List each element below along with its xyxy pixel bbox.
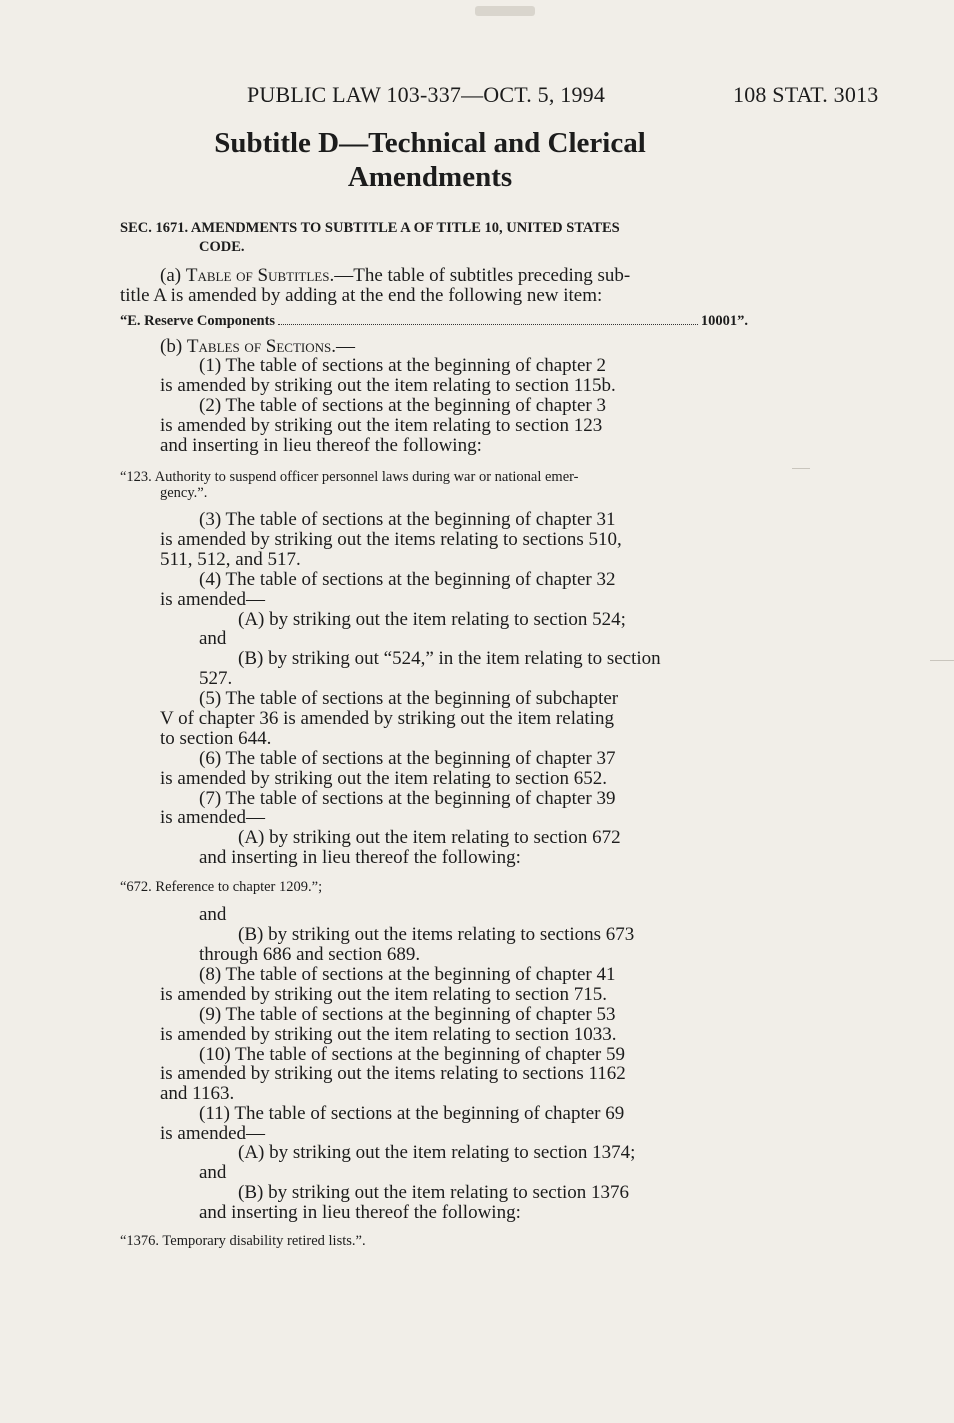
para-b-title: Tables of Sections. bbox=[186, 336, 337, 357]
para-7-line-2: is amended— bbox=[160, 807, 266, 828]
para-11B-line-1: (B) by striking out the item relating to section 1376 bbox=[238, 1182, 630, 1203]
para-3-line-3: 511, 512, and 517. bbox=[160, 549, 301, 570]
para-9-line-2: is amended by striking out the item relating to section 1033. bbox=[160, 1024, 617, 1045]
para-7B-line-2: through 686 and section 689. bbox=[199, 944, 421, 965]
para-11-line-2: is amended— bbox=[160, 1123, 266, 1144]
and-connector: and bbox=[199, 904, 227, 925]
para-1-line-1: (1) The table of sections at the beginning of chapter 2 bbox=[199, 355, 606, 376]
section-heading-line-2: CODE. bbox=[199, 239, 245, 255]
para-4A-line-1: (A) by striking out the item relating to section 524; bbox=[238, 609, 626, 630]
para-10-line-2: is amended by striking out the items relating to sections 1162 bbox=[160, 1063, 626, 1084]
quoted-item-672: “672. Reference to chapter 1209.”; bbox=[120, 879, 323, 895]
margin-mark bbox=[792, 468, 810, 469]
para-3-line-2: is amended by striking out the items relating to sections 510, bbox=[160, 529, 622, 550]
toc-item-number: 10001”. bbox=[700, 313, 748, 329]
para-5-line-2: V of chapter 36 is amended by striking out the item relating bbox=[160, 708, 614, 729]
page-number: 108 STAT. 3013 bbox=[733, 82, 879, 107]
para-4-line-1: (4) The table of sections at the beginning of chapter 32 bbox=[199, 569, 616, 590]
toc-leader-dots bbox=[278, 324, 698, 325]
toc-item-title: “E. Reserve Components bbox=[120, 313, 276, 329]
para-11A-line-2: and bbox=[199, 1162, 227, 1183]
para-6-line-2: is amended by striking out the item relating to section 652. bbox=[160, 768, 607, 789]
quoted-item-123-line-1: “123. Authority to suspend officer personnel laws during war or national emer- bbox=[120, 469, 579, 485]
margin-mark bbox=[930, 660, 954, 661]
para-4B-line-2: 527. bbox=[199, 668, 233, 689]
para-2-line-1: (2) The table of sections at the beginning of chapter 3 bbox=[199, 395, 606, 416]
scan-smudge bbox=[475, 6, 535, 16]
para-5-line-3: to section 644. bbox=[160, 728, 272, 749]
para-b-dash: — bbox=[336, 336, 356, 357]
subtitle-heading-line-1: Subtitle D—Technical and Clerical bbox=[214, 127, 646, 159]
para-7-line-1: (7) The table of sections at the beginning of chapter 39 bbox=[199, 788, 616, 809]
section-heading-line-1: SEC. 1671. AMENDMENTS TO SUBTITLE A OF TITLE 10, UNITED STATES bbox=[120, 220, 620, 236]
para-10-line-3: and 1163. bbox=[160, 1083, 235, 1104]
para-4B-line-1: (B) by striking out “524,” in the item relating to section bbox=[238, 648, 661, 669]
para-9-line-1: (9) The table of sections at the beginning of chapter 53 bbox=[199, 1004, 616, 1025]
para-8-line-1: (8) The table of sections at the beginning of chapter 41 bbox=[199, 964, 616, 985]
para-4A-line-2: and bbox=[199, 628, 227, 649]
para-11A-line-1: (A) by striking out the item relating to section 1374; bbox=[238, 1142, 636, 1163]
para-3-line-1: (3) The table of sections at the beginning of chapter 31 bbox=[199, 509, 616, 530]
para-a-line-1 bbox=[160, 266, 630, 286]
para-b-heading bbox=[160, 337, 355, 357]
running-head: PUBLIC LAW 103-337—OCT. 5, 1994 bbox=[247, 82, 606, 107]
quoted-item-123-line-2: gency.”. bbox=[160, 485, 208, 501]
para-11-line-1: (11) The table of sections at the beginning of chapter 69 bbox=[199, 1103, 625, 1124]
para-a-heading: Table of Subtitles. bbox=[185, 265, 335, 286]
para-10-line-1: (10) The table of sections at the beginning of chapter 59 bbox=[199, 1044, 625, 1065]
toc-item-reserve-components bbox=[120, 313, 748, 330]
quoted-item-1376: “1376. Temporary disability retired lists.”. bbox=[120, 1233, 366, 1249]
subtitle-heading-line-2: Amendments bbox=[347, 161, 513, 193]
para-2-line-2: is amended by striking out the item relating to section 123 bbox=[160, 415, 603, 436]
para-a-label: (a) bbox=[160, 265, 186, 286]
para-b-label: (b) bbox=[160, 336, 187, 357]
para-8-line-2: is amended by striking out the item relating to section 715. bbox=[160, 984, 607, 1005]
para-7A-line-2: and inserting in lieu thereof the following: bbox=[199, 847, 521, 868]
para-a-line-2: title A is amended by adding at the end the following new item: bbox=[120, 285, 603, 306]
para-6-line-1: (6) The table of sections at the beginning of chapter 37 bbox=[199, 748, 616, 769]
para-2-line-3: and inserting in lieu thereof the following: bbox=[160, 435, 482, 456]
para-a-text: —The table of subtitles preceding sub- bbox=[334, 265, 631, 286]
para-11B-line-2: and inserting in lieu thereof the following: bbox=[199, 1202, 521, 1223]
para-1-line-2: is amended by striking out the item relating to section 115b. bbox=[160, 375, 616, 396]
para-4-line-2: is amended— bbox=[160, 589, 266, 610]
para-7A-line-1: (A) by striking out the item relating to section 672 bbox=[238, 827, 621, 848]
para-5-line-1: (5) The table of sections at the beginning of subchapter bbox=[199, 688, 619, 709]
para-7B-line-1: (B) by striking out the items relating to sections 673 bbox=[238, 924, 635, 945]
